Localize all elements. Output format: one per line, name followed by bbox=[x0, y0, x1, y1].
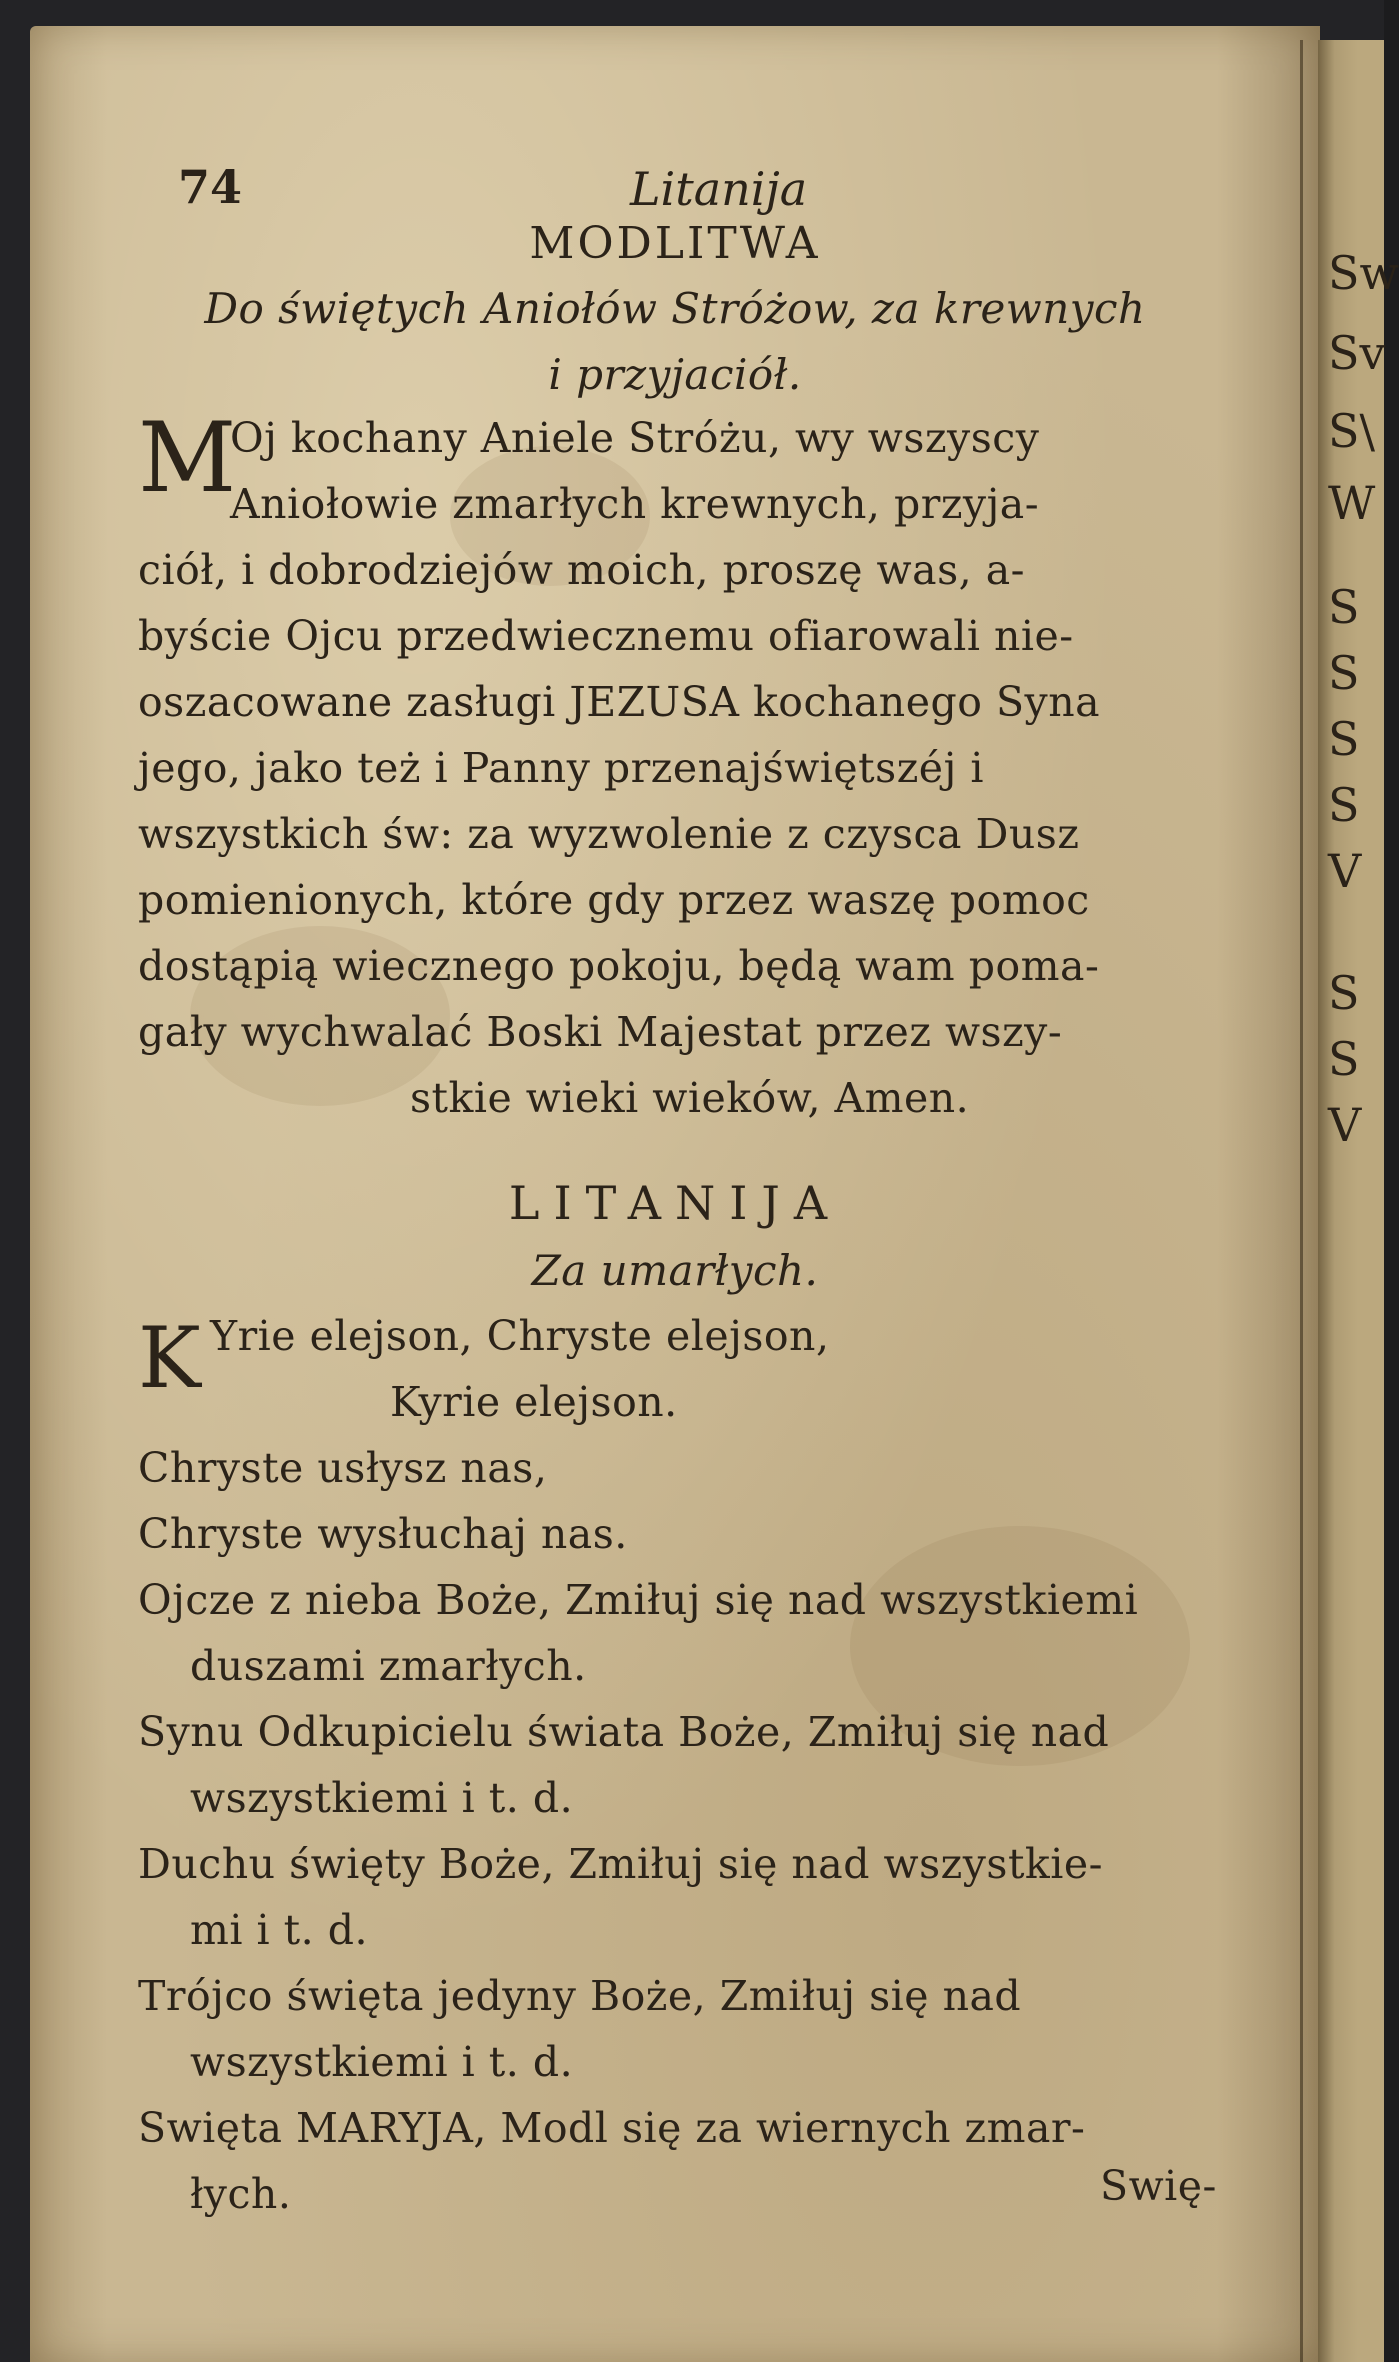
adjacent-page-fragment: S bbox=[1328, 712, 1360, 766]
adjacent-page-fragment: Sw bbox=[1328, 246, 1399, 300]
adjacent-page-fragment: S bbox=[1328, 646, 1360, 700]
prayer-line: wszystkich św: za wyzwolenie z czysca Dusz bbox=[138, 810, 1080, 858]
prayer-drop-cap: M bbox=[138, 402, 237, 514]
litany-line: Yrie elejson, Chryste elejson, bbox=[210, 1312, 830, 1360]
litany-subtitle: Za umarłych. bbox=[531, 1246, 819, 1295]
adjacent-page-fragment: S bbox=[1328, 966, 1360, 1020]
prayer-subtitle-line-1: Do świętych Aniołów Stróżow, za krewnych bbox=[204, 284, 1146, 333]
litany-line: Chryste usłysz nas, bbox=[138, 1444, 548, 1492]
litany-line: wszystkiemi i t. d. bbox=[190, 2038, 574, 2086]
prayer-subtitle-line-2: i przyjaciół. bbox=[548, 350, 802, 399]
litany-line: wszystkiemi i t. d. bbox=[190, 1774, 574, 1822]
running-title: Litanija bbox=[630, 162, 808, 216]
adjacent-page-fragment: W bbox=[1328, 476, 1376, 530]
adjacent-page-fragment: Sv bbox=[1328, 326, 1386, 380]
page-number: 74 bbox=[178, 160, 243, 214]
litany-line: duszami zmarłych. bbox=[190, 1642, 587, 1690]
adjacent-page-fragment: S bbox=[1328, 778, 1360, 832]
adjacent-page-fragment: S bbox=[1328, 580, 1360, 634]
page-gutter bbox=[1300, 40, 1303, 2362]
book-page bbox=[30, 26, 1320, 2362]
prayer-title: MODLITWA bbox=[529, 218, 821, 269]
prayer-line: oszacowane zasługi JEZUSA kochanego Syna bbox=[138, 678, 1101, 726]
litany-line: Swięta MARYJA, Modl się za wiernych zmar- bbox=[138, 2104, 1086, 2152]
prayer-line: gały wychwalać Boski Majestat przez wszy- bbox=[138, 1008, 1063, 1056]
catchword: Swię- bbox=[1100, 2162, 1217, 2210]
litany-title: LITANIJA bbox=[508, 1176, 842, 1230]
adjacent-page-edge bbox=[1318, 40, 1399, 2362]
prayer-line: dostąpią wiecznego pokoju, będą wam poma- bbox=[138, 942, 1100, 990]
adjacent-page-fragment: V bbox=[1328, 844, 1362, 898]
prayer-line: jego, jako też i Panny przenajświętszéj i bbox=[138, 744, 984, 792]
page-text bbox=[30, 26, 1320, 2362]
litany-line: mi i t. d. bbox=[190, 1906, 368, 1954]
litany-line: łych. bbox=[190, 2170, 292, 2218]
prayer-line: Oj kochany Aniele Stróżu, wy wszyscy bbox=[230, 414, 1040, 462]
litany-line: Duchu święty Boże, Zmiłuj się nad wszystkie- bbox=[138, 1840, 1103, 1888]
prayer-line: byście Ojcu przedwiecznemu ofiarowali nie- bbox=[138, 612, 1074, 660]
litany-line: Chryste wysłuchaj nas. bbox=[138, 1510, 628, 1558]
adjacent-page-fragment: V bbox=[1328, 1098, 1362, 1152]
adjacent-page-fragment: S bbox=[1328, 1032, 1360, 1086]
prayer-line: Aniołowie zmarłych krewnych, przyja- bbox=[230, 480, 1040, 528]
litany-line: Ojcze z nieba Boże, Zmiłuj się nad wszystkiemi bbox=[138, 1576, 1139, 1624]
prayer-line: pomienionych, które gdy przez waszę pomoc bbox=[138, 876, 1090, 924]
prayer-line: stkie wieki wieków, Amen. bbox=[410, 1074, 970, 1122]
litany-line: Kyrie elejson. bbox=[390, 1378, 678, 1426]
litany-line: Synu Odkupicielu świata Boże, Zmiłuj się nad bbox=[138, 1708, 1110, 1756]
litany-line: Trójco święta jedyny Boże, Zmiłuj się nad bbox=[138, 1972, 1022, 2020]
litany-drop-cap: K bbox=[138, 1309, 201, 1407]
adjacent-page-fragment: S\ bbox=[1328, 404, 1376, 458]
prayer-line: ciół, i dobrodziejów moich, proszę was, a- bbox=[138, 546, 1025, 594]
